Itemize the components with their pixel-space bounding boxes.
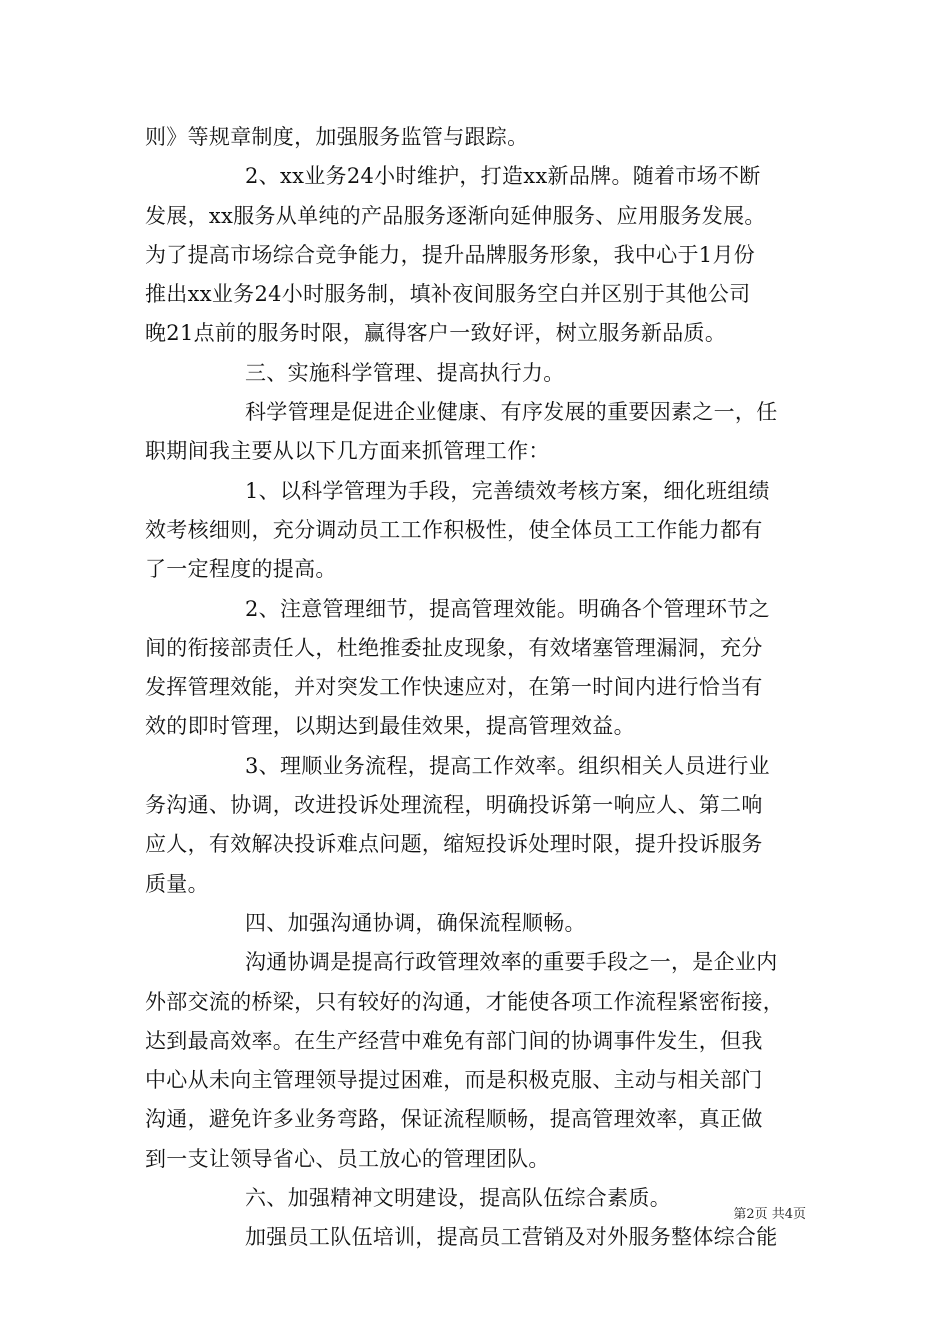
text-line: 效考核细则，充分调动员工工作积极性，使全体员工工作能力都有 [145,517,763,542]
text-line: 效的即时管理，以期达到最佳效果，提高管理效益。 [145,714,635,739]
text-line: 中心从未向主管理领导提过困难，而是积极克服、主动与相关部门 [145,1068,763,1093]
text-line: 1、以科学管理为手段，完善绩效考核方案，细化班组绩 [245,478,770,503]
text-line: 推出xx业务24小时服务制，填补夜间服务空白并区别于其他公司 [145,282,751,307]
text-line: 达到最高效率。在生产经营中难免有部门间的协调事件发生，但我 [145,1028,763,1053]
text-line: 三、实施科学管理、提高执行力。 [245,360,565,385]
text-line: 沟通协调是提高行政管理效率的重要手段之一，是企业内 [245,950,778,975]
text-line: 四、加强沟通协调，确保流程顺畅。 [245,910,586,935]
text-line: 六、加强精神文明建设，提高队伍综合素质。 [245,1186,671,1211]
text-line: 发展，xx服务从单纯的产品服务逐渐向延伸服务、应用服务发展。 [145,203,766,228]
text-line: 为了提高市场综合竞争能力，提升品牌服务形象，我中心于1月份 [145,242,756,267]
text-line: 到一支让领导省心、员工放心的管理团队。 [145,1146,550,1171]
text-line: 务沟通、协调，改进投诉处理流程，明确投诉第一响应人、第二响 [145,793,763,818]
page-number-footer: 第2页 共4页 [733,1207,806,1222]
text-line: 则》等规章制度，加强服务监管与跟踪。 [145,125,529,149]
text-line: 沟通，避免许多业务弯路，保证流程顺畅，提高管理效率，真正做 [145,1107,763,1132]
text-line: 2、注意管理细节，提高管理效能。明确各个管理环节之 [245,596,770,621]
text-line: 间的衔接部责任人，杜绝推委扯皮现象，有效堵塞管理漏洞，充分 [145,635,763,660]
text-line: 加强员工队伍培训，提高员工营销及对外服务整体综合能 [245,1225,778,1250]
text-line: 晚21点前的服务时限，赢得客户一致好评，树立服务新品质。 [145,321,727,346]
text-line: 了一定程度的提高。 [145,557,337,582]
text-line: 应人，有效解决投诉难点问题，缩短投诉处理时限，提升投诉服务 [145,832,763,857]
text-line: 质量。 [145,871,209,896]
text-line: 2、xx业务24小时维护，打造xx新品牌。随着市场不断 [245,164,761,189]
text-line: 职期间我主要从以下几方面来抓管理工作： [145,439,550,464]
document-body [145,118,808,1258]
text-line: 3、理顺业务流程，提高工作效率。组织相关人员进行业 [245,753,770,778]
text-line: 发挥管理效能，并对突发工作快速应对，在第一时间内进行恰当有 [145,675,763,700]
text-line: 科学管理是促进企业健康、有序发展的重要因素之一，任 [245,400,778,425]
text-line: 外部交流的桥梁，只有较好的沟通，才能使各项工作流程紧密衔接， [145,989,784,1014]
body-text [145,118,808,1258]
